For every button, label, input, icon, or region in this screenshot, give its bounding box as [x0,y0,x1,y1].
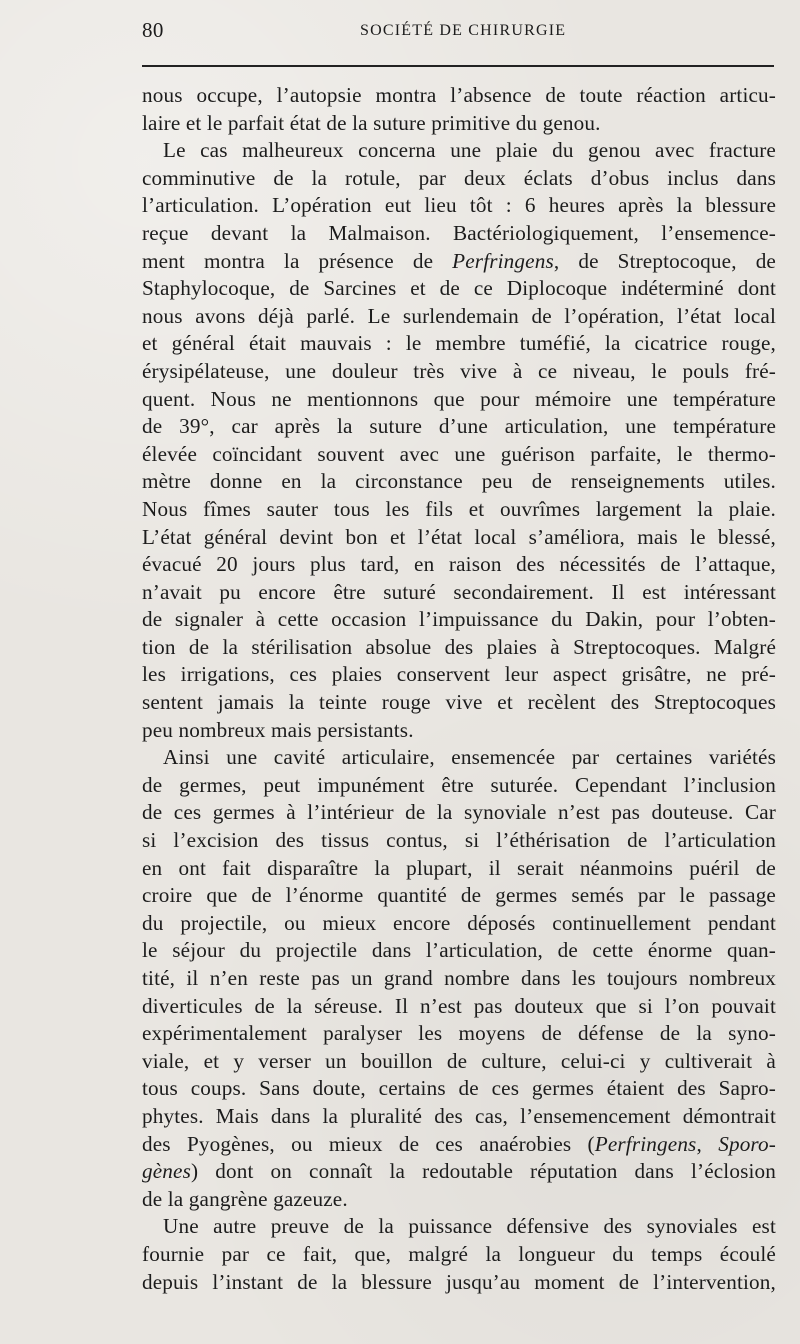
text-line: le séjour du projectile dans l’articulation, de cette énorme quan- [142,938,776,963]
text-segment: des Pyogènes, ou mieux de ces anaérobies ( [142,1131,595,1156]
text-segment: , de Streptocoque, de [553,248,776,273]
text-line: fournie par ce fait, que, malgré la longueur du temps écoulé [142,1241,776,1266]
text-line: viale, et y verser un bouillon de culture, celui-ci y cultiverait à [142,1048,776,1073]
text-line: L’état général devint bon et l’état local s’améliora, mais le blessé, [142,524,776,549]
text-line: en ont fait disparaître la plupart, il serait néanmoins puéril de [142,855,776,880]
text-line: nous avons déjà parlé. Le surlendemain de l’opération, l’état local [142,303,776,328]
text-line: Une autre preuve de la puissance défensive des synoviales est [163,1214,776,1239]
text-line: élevée coïncidant souvent avec une guérison parfaite, le thermo- [142,441,776,466]
text-line: quent. Nous ne mentionnons que pour mémoire une température [142,386,776,411]
running-head: SOCIÉTÉ DE CHIRURGIE [360,22,567,39]
page-header [142,18,774,48]
text-line: depuis l’instant de la blessure jusqu’au moment de l’intervention, [142,1269,776,1294]
text-line: de signaler à cette occasion l’impuissance du Dakin, pour l’obten- [142,607,776,632]
text-line: de 39°, car après la suture d’une articulation, une température [142,414,776,439]
header-rule [142,65,774,67]
text-line: de germes, peut impunément être suturée. Cependant l’inclusion [142,772,776,797]
text-line: Staphylocoque, de Sarcines et de ce Diplocoque indéterminé dont [142,276,776,301]
text-line: croire que de l’énorme quantité de germes semés par le passage [142,883,776,908]
page-number: 80 [142,18,164,42]
text-line: tous coups. Sans doute, certains de ces germes étaient des Sapro- [142,1076,776,1101]
text-line: tité, il n’en reste pas un grand nombre dans les toujours nombreux [142,966,776,990]
text-line: Nous fîmes sauter tous les fils et ouvrîmes largement la plaie. [142,496,776,521]
text-line: sentent jamais la teinte rouge vive et recèlent des Streptocoques [142,690,776,715]
italic-text: Sporo- [718,1131,776,1156]
italic-text: Perfringens [452,248,554,273]
text-segment: , [696,1131,719,1156]
text-line: Le cas malheureux concerna une plaie du genou avec fracture [163,138,776,163]
text-line: nous occupe, l’autopsie montra l’absence de toute réaction articu- [142,83,776,107]
text-line: de ces germes à l’intérieur de la synoviale n’est pas douteuse. Car [142,800,776,825]
text-line: Ainsi une cavité articulaire, ensemencée par certaines variétés [163,745,776,770]
text-line: reçue devant la Malmaison. Bactériologiquement, l’ensemence- [142,220,776,245]
text-line: érysipélateuse, une douleur très vive à ce niveau, le pouls fré- [142,358,776,383]
text-line: de la gangrène gazeuze. [142,1186,348,1211]
text-segment: ) dont on connaît la redoutable réputation dans l’éclosion [191,1159,776,1184]
text-line: laire et le parfait état de la suture primitive du genou. [142,110,601,135]
text-line: et général était mauvais : le membre tuméfié, la cicatrice rouge, [142,331,776,356]
text-line [142,1158,776,1186]
italic-text: gènes [142,1159,191,1184]
text-line: phytes. Mais dans la pluralité des cas, l’ensemencement démontrait [142,1103,776,1128]
text-line [142,248,776,276]
text-line: les irrigations, ces plaies conservent leur aspect grisâtre, ne pré- [142,662,776,687]
text-line: comminutive de la rotule, par deux éclats d’obus inclus dans [142,165,776,190]
body-text [142,82,776,1296]
text-line [142,1131,776,1159]
text-line: diverticules de la séreuse. Il n’est pas douteux que si l’on pouvait [142,993,776,1018]
text-line: peu nombreux mais persistants. [142,717,414,742]
italic-text: Perfringens [594,1131,697,1156]
text-line: l’articulation. L’opération eut lieu tôt : 6 heures après la blessure [142,193,776,218]
text-segment: ment montra la présence de [142,248,453,273]
text-line: mètre donne en la circonstance peu de renseignements utiles. [142,469,776,494]
text-line: tion de la stérilisation absolue des plaies à Streptocoques. Malgré [142,634,776,659]
text-line: n’avait pu encore être suturé secondairement. Il est intéressant [142,579,776,604]
text-line: du projectile, ou mieux encore déposés continuellement pendant [142,910,776,935]
text-line: si l’excision des tissus contus, si l’éthérisation de l’articulation [142,828,776,853]
text-line: évacué 20 jours plus tard, en raison des nécessités de l’attaque, [142,552,776,577]
text-line: expérimentalement paralyser les moyens de défense de la syno- [142,1021,776,1046]
